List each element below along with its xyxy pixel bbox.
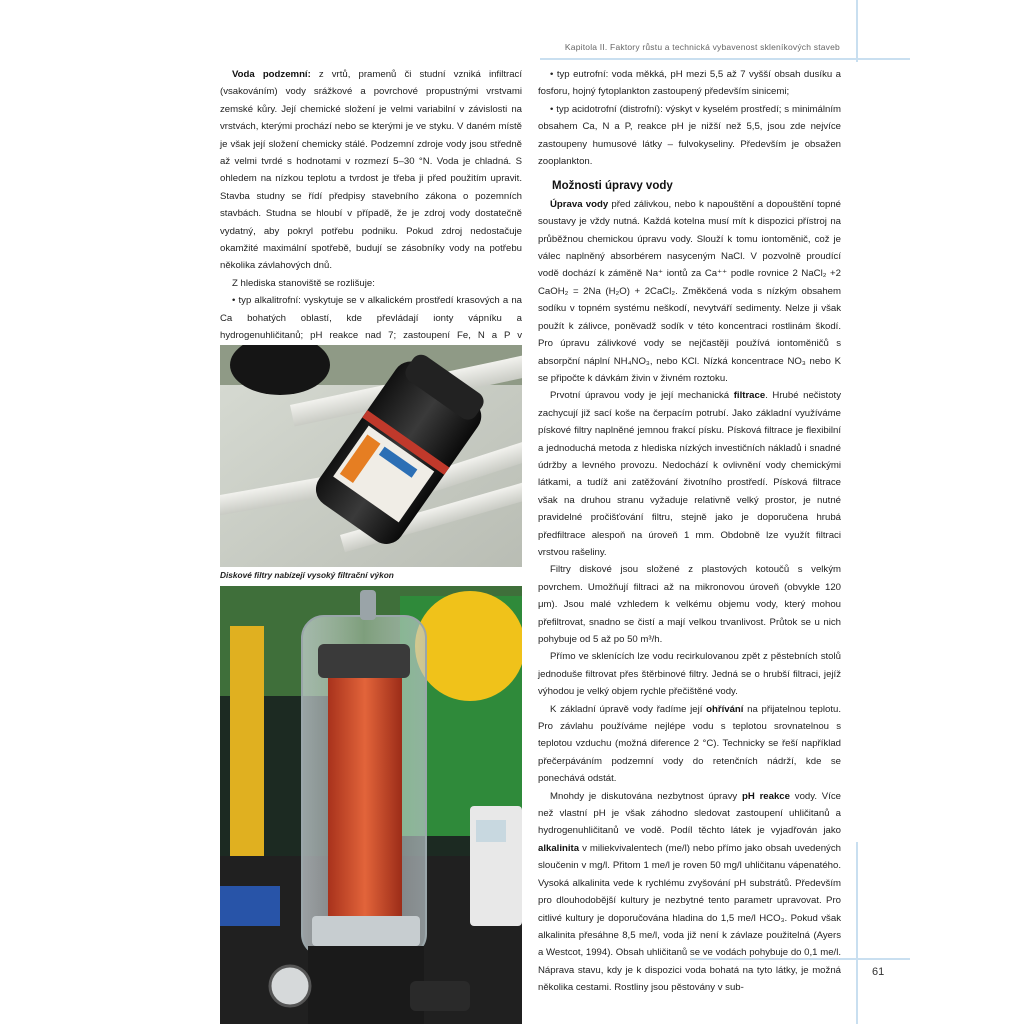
left-column bbox=[220, 66, 522, 362]
right-column bbox=[538, 66, 841, 997]
margin-vertical-rule-lower bbox=[856, 842, 858, 1024]
paragraph-heating: K základní úpravě vody řadíme její ohřívání na přijatelnou teplotu. Pro závlahu používáme nejlépe vodu s teplotou srovnatelnou s teplotou vzduchu (možná diference 2 °C). Technicky se řeší například přečerpáváním podzemní vody do retenčních nádrží, kde se ponechává odstát. bbox=[538, 703, 841, 785]
disc-filter-illustration bbox=[220, 345, 522, 567]
photo-disc-filters bbox=[220, 345, 522, 567]
page-number: 61 bbox=[872, 966, 885, 978]
running-header: Kapitola II. Faktory růstu a technická vybavenost skleníkových staveb bbox=[564, 42, 840, 52]
photo-caption: Diskové filtry nabízejí vysoký filtrační výkon bbox=[220, 570, 394, 580]
paragraph-habitat: Z hlediska stanoviště se rozlišuje: bbox=[232, 277, 375, 289]
header-rule bbox=[540, 58, 910, 60]
term-groundwater: Voda podzemní: bbox=[232, 69, 311, 80]
photo-transparent-filter bbox=[220, 586, 522, 1024]
paragraph-ph: Mnohdy je diskutována nezbytnost úpravy pH reakce vody. Více než vlastní pH je však záhodno sledovat zastoupení uhličitanů a hydrogenuhličitanů ve vodě. Podíl těchto látek je vyjadřován jako alkalinita v miliekvivalentech (me/l) nebo přímo jako obsah uvedených sloučenin v mg/l. Přitom 1 me/l je roven 50 mg/l uhličitanu vápenatého. Vysoká alkalinita vede k rychlému zvyšování pH substrátů. Především pro dlouhodobější kultury je nezbytné tento parametr upravovat. Pro citlivé kultury je doporučována hladina do 1,5 me/l HCO₃. Pokud však alkalinita přesáhne 8,5 me/l, voda již není k závlaze použitelná (Ayers a Westcot, 1994). Obsah uhličitanů se ve vodách pohybuje do 0,1 me/l. Náprava stavu, kdy je k dispozici voda bohatá na tyto látky, je možná několika cestami. Rostliny jsou pěstovány v sub- bbox=[538, 790, 841, 994]
bullet-alkalitrophic: • typ alkalitrofní: vyskytuje se v alkalickém prostředí krasových a na Ca bohatých oblastí, kde převládají ionty vápníku a hydrogenuhličitanů; pH reakce nad 7; zastoupení Fe, N a P v bbox=[220, 295, 522, 342]
bullet-acidotrophic: • typ acidotrofní (distrofní): výskyt v kyselém prostředí; s minimálním obsahem Ca, N a P, reakce pH je nižší než 5,5, jsou zde nejvíce zastoupeny humusové látky – fulvokyseliny. Především je obsažen zooplankton. bbox=[538, 103, 841, 168]
paragraph-slot-filters: Přímo ve sklenících lze vodu recirkulovanou zpět z pěstebních stolů jednoduše filtrovat přes štěrbinové filtry. Jedná se o hrubší filtraci, jejíž výhodou je velký objem rychle přečištěné vody. bbox=[538, 651, 841, 698]
section-heading: Možnosti úpravy vody bbox=[552, 180, 673, 193]
filter-cartridge-illustration bbox=[220, 586, 522, 1024]
paragraph-disc-filters: Filtry diskové jsou složené z plastových kotoučů s velkým povrchem. Umožňují filtraci až na mikronovou úroveň (obvykle 120 μm). Jsou malé vzhledem k velkému objemu vody, který mohou přefiltrovat, snadno se čistí a mají velkou trvanlivost. Průtok se u nich pohybuje od 5 až po 50 m³/h. bbox=[538, 564, 841, 645]
margin-vertical-rule bbox=[856, 0, 858, 62]
paragraph-water-treatment: Úprava vody před zálivkou, nebo k napouštění a dopouštění topné soustavy je vždy nutná. Každá kotelna musí mít k dispozici přístroj na průběžnou chemickou úpravu vody. Slouží k tomu iontoměnič, což je válec naplněný absorbérem nasyceným NaCl. V pozvolně proudící vodě dochází k záměně Na⁺ iontů za Ca⁺⁺ podle rovnice 2 NaCl₂ +2 CaOH₂ = 2Na (H₂O) + 2CaCl₂. Změkčená voda s nízkým obsahem sodíku v topném systému neškodí, nevytváří sedimenty. Nelze ji však použít k zálivce, poněvadž sodík v této koncentraci rostlinám škodí. Pro úpravu zálivkové vody se nejčastěji používá iontoměničů s absorpční náplní NH₄NO₃, nebo KCl. Nízká koncentrace NO₃ nebo K se připočte k dávkám živin v živném roztoku. bbox=[538, 198, 841, 384]
paragraph-filtration: Prvotní úpravou vody je její mechanická filtrace. Hrubé nečistoty zachycují již sací koše na čerpacím potrubí. Jako základní využíváme pískové filtry naplněné jemnou frakcí písku. Písková filtrace je flexibilní a jednoduchá metoda z hlediska nízkých investičních nákladů i snadné údržby a levného provozu. Nedochází k ovlivnění vody chemickými látkami, a tudíž ani zatěžování životního prostředí. Písková filtrace však na druhou stranu vyžaduje relativně velký prostor, je nutné pravidelné pročišťování filtru, stejně jako je doporučena hrubá předfiltrace alespoň na úroveň 1 mm. Obdobně lze využít filtraci vrstvou rašeliny. bbox=[538, 390, 841, 558]
paragraph-groundwater: Voda podzemní: z vrtů, pramenů či studní vzniká infiltrací (vsakováním) vody srážkové a povrchové propustnými vrstvami zemské kůry. Její chemické složení je velmi variabilní v závislosti na vrstvách, kterými prochází nebo se kterými je ve styku. V daném místě je však její složení chemicky stálé. Podzemní zdroje vody jsou středně až velmi tvrdé s hodnotami v rozmezí 5–30 °N. Voda je chladná. S ohledem na nízkou teplotu a tvrdost je třeba ji před použitím upravit. Stavba studny se řídí předpisy stavebního zákona o pozemních stavbách. Studna se hloubí v případě, že je zdroj vody dostatečně vydatný, aby pokryl potřebu podniku. Pokud zdroj nedostačuje okamžité maximální spotřebě, budují se zásobníky vody na potřebu několika závlahových dnů. bbox=[220, 69, 522, 272]
bullet-eutrophic: • typ eutrofní: voda měkká, pH mezi 5,5 až 7 vyšší obsah dusíku a fosforu, hojný fytoplankton zastoupený především sinicemi; bbox=[538, 69, 841, 98]
